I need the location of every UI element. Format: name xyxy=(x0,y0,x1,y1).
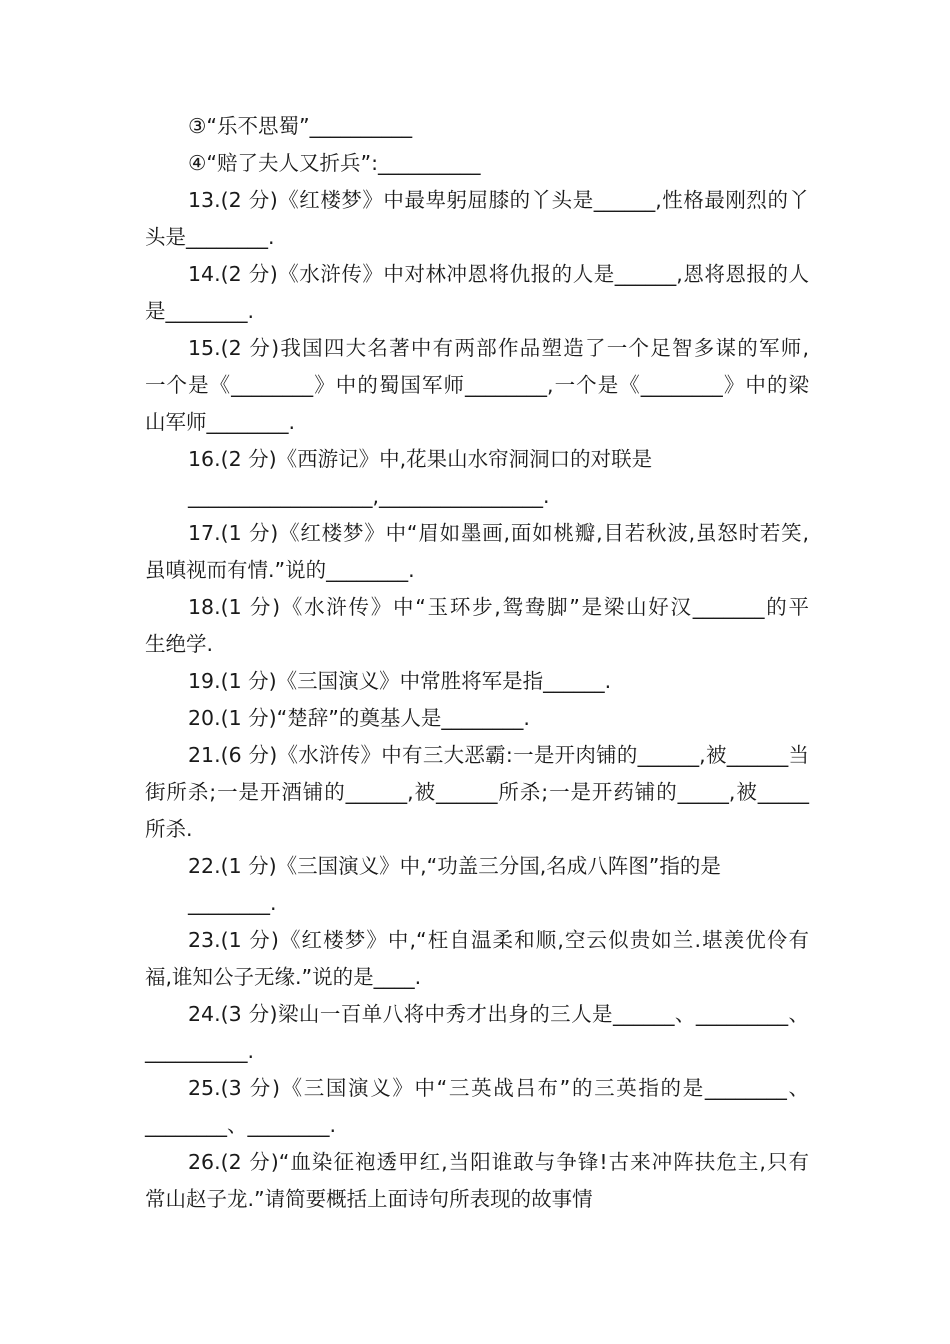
text-line: 所杀. xyxy=(145,817,193,841)
document-page xyxy=(145,108,809,1218)
text-line: 18.(1 分)《水浒传》中“玉环步,鸳鸯脚”是梁山好汉_______的平 xyxy=(188,595,809,619)
text-line: 常山赵子龙.”请简要概括上面诗句所表现的故事情 xyxy=(145,1187,593,1211)
text-line: __________________,________________. xyxy=(188,484,550,508)
text-line: 25.(3 分)《三国演义》中“三英战吕布”的三英指的是________、 xyxy=(188,1076,809,1100)
text-line: 22.(1 分)《三国演义》中,“功盖三分国,名成八阵图”指的是 xyxy=(188,854,721,878)
text-line: ③“乐不思蜀”__________ xyxy=(188,114,413,138)
text-line: 是________. xyxy=(145,299,255,323)
text-line: 虽嗔视而有情.”说的________. xyxy=(145,558,415,582)
text-line: 19.(1 分)《三国演义》中常胜将军是指______. xyxy=(188,669,612,693)
text-line: 20.(1 分)“楚辞”的奠基人是________. xyxy=(188,706,530,730)
text-line: 23.(1 分)《红楼梦》中,“枉自温柔和顺,空云似贵如兰.堪羡优伶有 xyxy=(188,928,809,952)
text-line: __________. xyxy=(145,1039,255,1063)
text-line: ④“赔了夫人又折兵”:__________ xyxy=(188,151,481,175)
text-line: 街所杀;一是开酒铺的______,被______所杀;一是开药铺的_____,被_____ xyxy=(145,780,809,804)
text-line: 14.(2 分)《水浒传》中对林冲恩将仇报的人是______,恩将恩报的人 xyxy=(188,262,809,286)
text-line: 16.(2 分)《西游记》中,花果山水帘洞洞口的对联是 xyxy=(188,447,653,471)
text-line: 15.(2 分)我国四大名著中有两部作品塑造了一个足智多谋的军师, xyxy=(188,336,809,360)
text-line: ________. xyxy=(188,891,277,915)
text-line: 17.(1 分)《红楼梦》中“眉如墨画,面如桃瓣,目若秋波,虽怒时若笑, xyxy=(188,521,809,545)
text-line: 生绝学. xyxy=(145,632,214,656)
text-line: 21.(6 分)《水浒传》中有三大恶霸:一是开肉铺的______,被______当 xyxy=(188,743,809,767)
text-line: 山军师________. xyxy=(145,410,296,434)
text-line: 福,谁知公子无缘.”说的是____. xyxy=(145,965,422,989)
text-line: 24.(3 分)梁山一百单八将中秀才出身的三人是______、_________、 xyxy=(188,1002,809,1026)
text-line: 一个是《________》中的蜀国军师________,一个是《________》中的梁 xyxy=(145,373,809,397)
text-line: 13.(2 分)《红楼梦》中最卑躬屈膝的丫头是______,性格最刚烈的丫 xyxy=(188,188,809,212)
text-line: 26.(2 分)“血染征袍透甲红,当阳谁敢与争锋!古来冲阵扶危主,只有 xyxy=(188,1150,809,1174)
text-line: 头是________. xyxy=(145,225,275,249)
text-line: ________、________. xyxy=(145,1113,337,1137)
